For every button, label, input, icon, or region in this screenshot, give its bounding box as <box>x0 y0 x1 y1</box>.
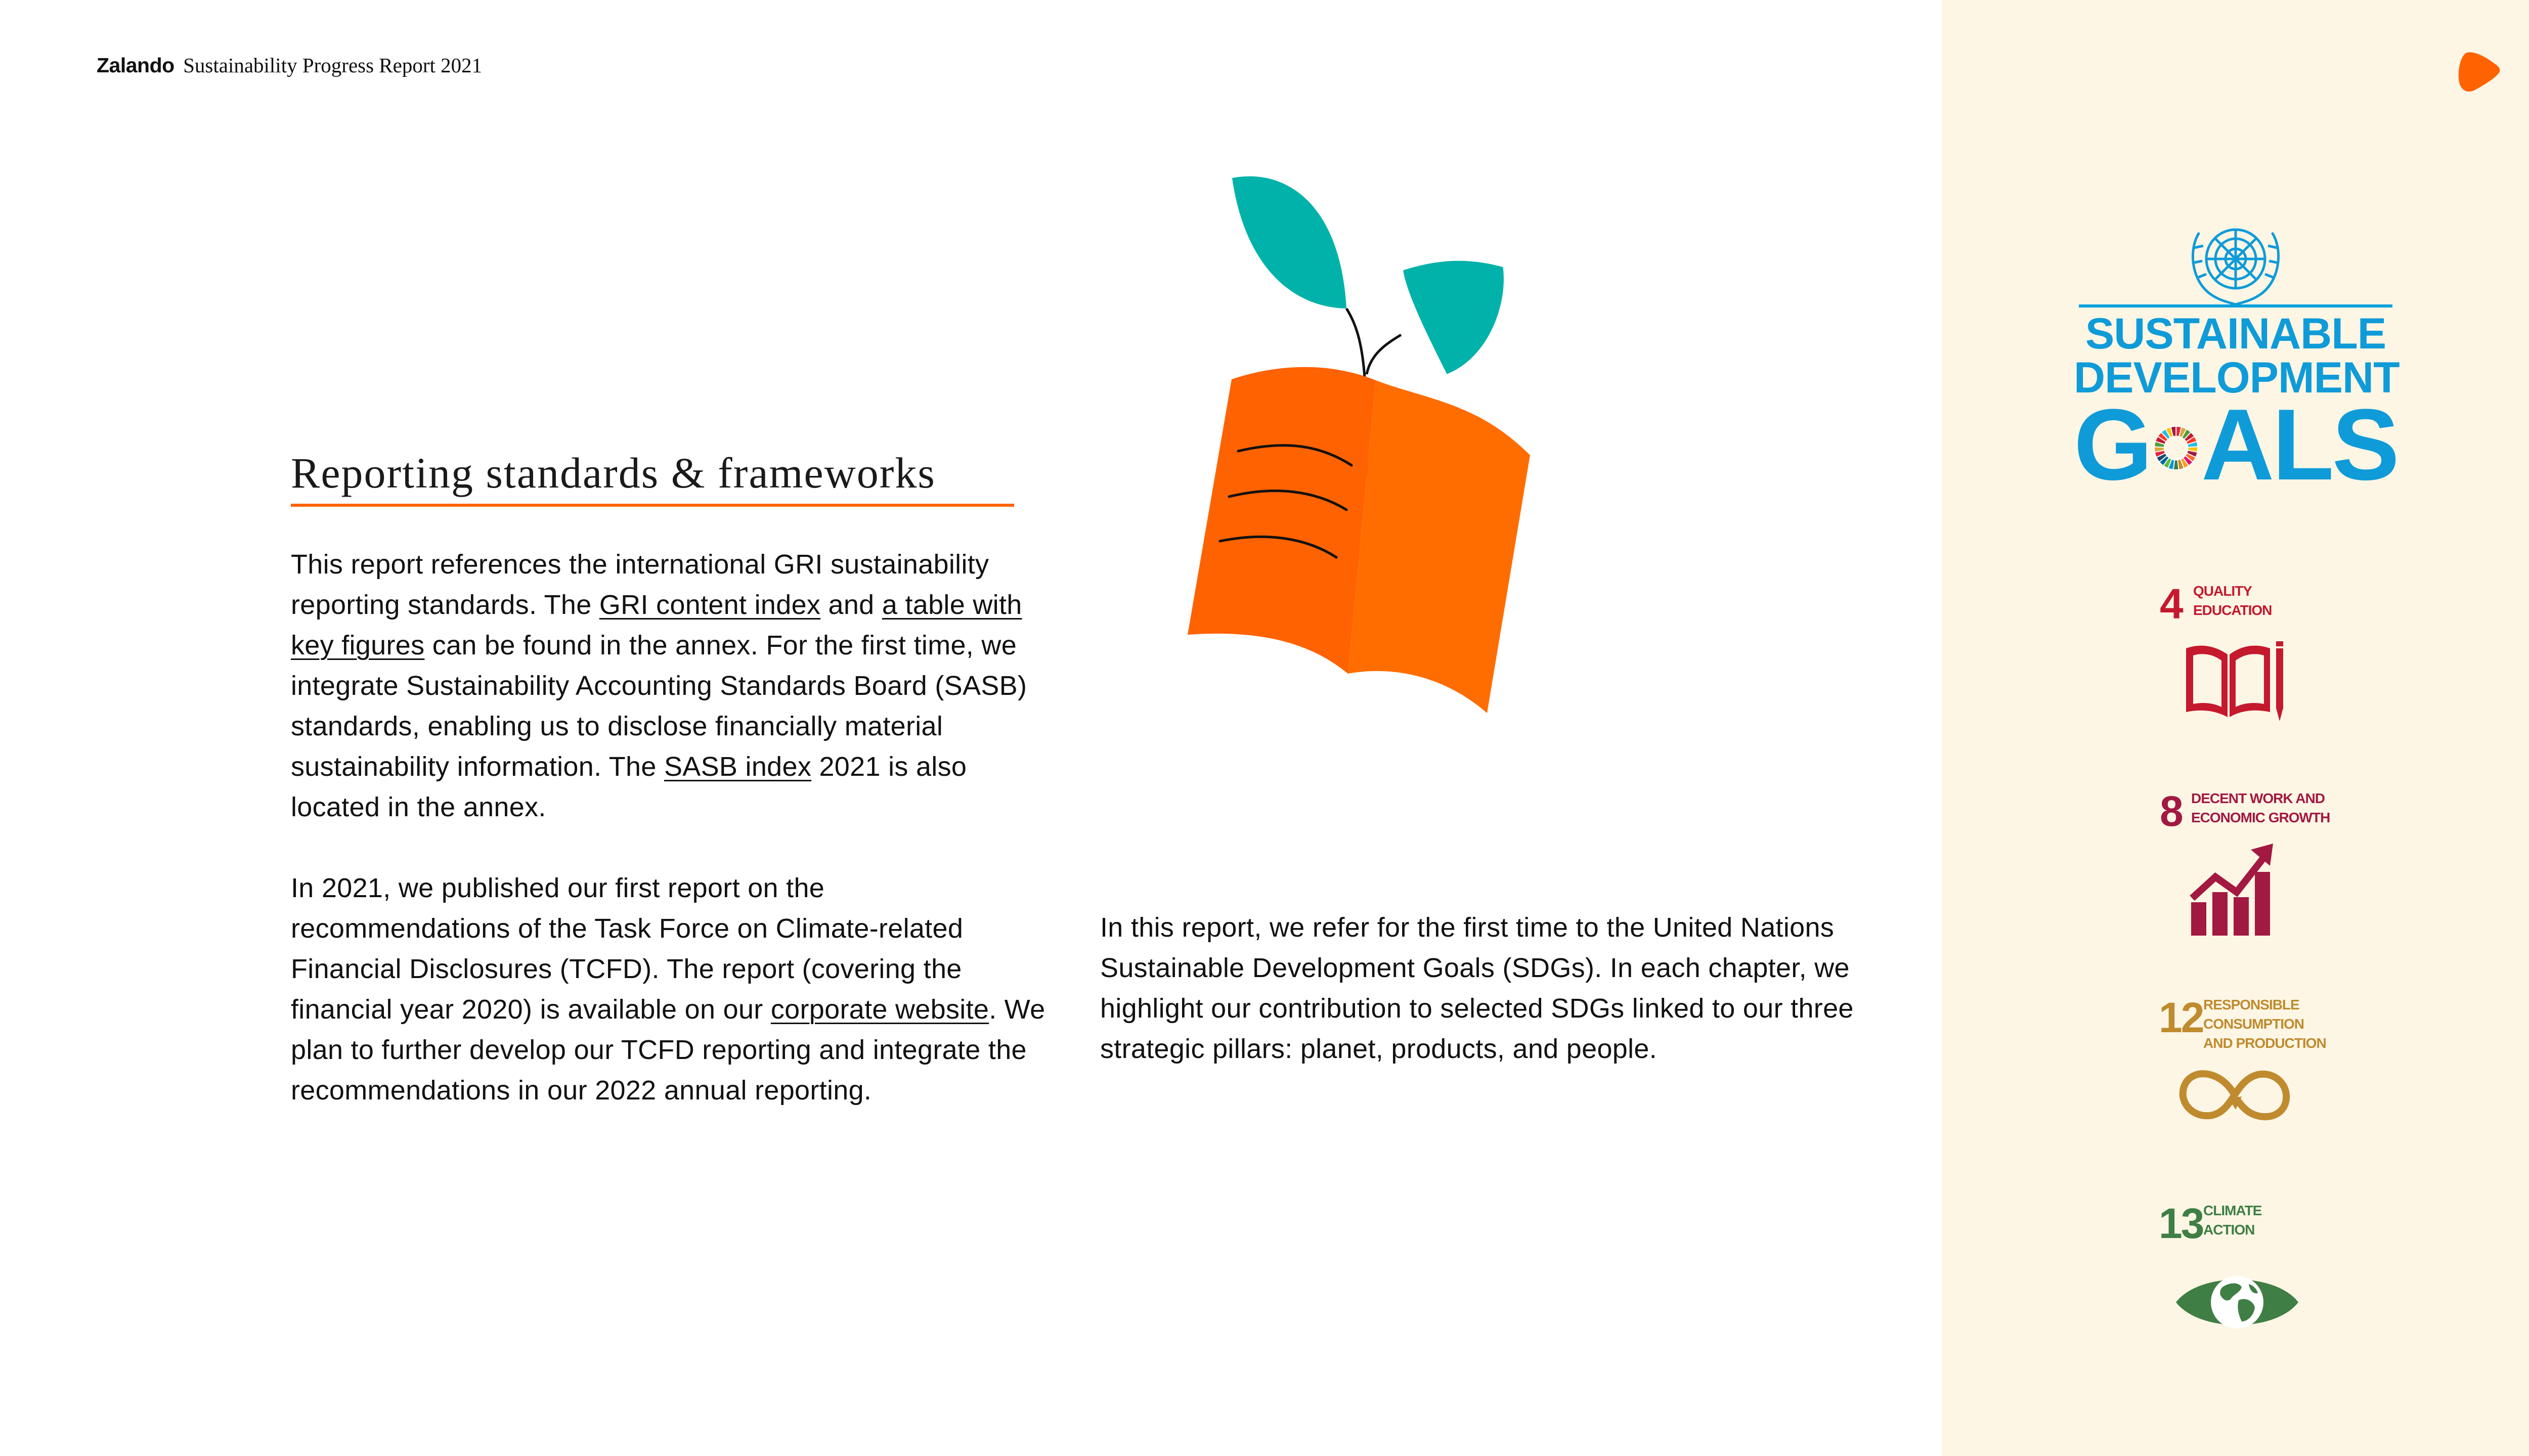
infinity-loop-icon <box>2179 1067 2290 1123</box>
logo-line-sustainable: SUSTAINABLE <box>2085 310 2386 358</box>
title-underline <box>291 504 1014 507</box>
text-span: In 2021, we published our first report on the recommendations of the Task Force on Climate-related Financial Disclosures (TCFD). The report (covering the financial year 2020) is available on our <box>291 873 964 1025</box>
text-span: . We plan to further develop our TCFD reporting and integrate the recommendations in our 2022 annual reporting. <box>291 994 1045 1106</box>
open-book-icon <box>1188 367 1530 713</box>
page-title: Reporting standards & frameworks <box>291 449 936 497</box>
paragraph-sdgs: In this report, we refer for the first time to the United Nations Sustainable Development Goals (SDGs). In each chapter, we highlight our contribution to selected SDGs linked to our three strategic pillars: planet, products, and people. <box>1100 912 1854 1064</box>
sprout-branch <box>1367 335 1401 374</box>
sdg-goal-8 <box>2160 787 2330 936</box>
goal-name <box>2193 582 2272 620</box>
sdg-logo <box>2074 217 2400 501</box>
goal-name-line: RESPONSIBLE <box>2203 997 2299 1012</box>
gri-content-index-link[interactable]: GRI content index <box>599 590 821 620</box>
sdg-color-wheel-icon <box>2153 410 2199 486</box>
book-pencil-icon <box>2186 641 2287 723</box>
goal-name <box>2203 995 2326 1053</box>
goal-name-line: DECENT WORK AND <box>2191 790 2325 806</box>
growth-chart-icon <box>2189 842 2275 936</box>
text-span: and <box>820 590 882 620</box>
report-subtitle: Sustainability Progress Report 2021 <box>183 54 483 77</box>
right-leaf-icon <box>1369 223 1523 382</box>
goal-name-line: CLIMATE <box>2203 1203 2262 1218</box>
goals-letters-right: ALS <box>2201 388 2397 501</box>
body-column-right <box>1100 907 1859 1069</box>
logo-line-goals <box>2074 388 2397 501</box>
globe-eye-icon <box>2174 1267 2300 1338</box>
zalando-logo-icon <box>2456 50 2501 95</box>
goals-letters-left: G <box>2074 388 2151 501</box>
goal-number: 12 <box>2159 994 2203 1041</box>
goal-name-line: QUALITY <box>2193 583 2252 599</box>
goal-name-line: ECONOMIC GROWTH <box>2191 810 2330 825</box>
report-header <box>97 53 482 78</box>
corporate-website-link[interactable]: corporate website <box>770 994 989 1025</box>
goal-name <box>2203 1201 2261 1240</box>
key-figures-table-link[interactable]: a table with key figures <box>291 590 1022 660</box>
goal-name-line: AND PRODUCTION <box>2203 1035 2326 1051</box>
goal-name-line: ACTION <box>2203 1222 2255 1238</box>
logo-rule <box>2079 304 2392 307</box>
text-span: can be found in the annex. For the first time, we integrate Sustainability Accounting Standards Board (SASB) standards, enabling us to disclose financially material sustainability information. The <box>291 630 1027 782</box>
book-sprout-illustration <box>1173 172 1629 718</box>
goal-name-line: EDUCATION <box>2193 602 2272 618</box>
paragraph-tcfd <box>291 868 1050 1111</box>
sdg-goal-13 <box>2159 1201 2326 1338</box>
un-emblem-icon <box>2179 217 2292 312</box>
goal-name-line: CONSUMPTION <box>2203 1016 2304 1032</box>
sasb-index-link[interactable]: SASB index <box>664 752 812 782</box>
brand-name: Zalando <box>97 54 175 77</box>
goal-number: 4 <box>2160 580 2182 628</box>
text-span: This report references the international GRI sustainability reporting standards. The <box>291 549 989 620</box>
goal-number: 13 <box>2159 1200 2203 1247</box>
goal-name <box>2191 789 2330 827</box>
paragraph-gri <box>291 544 1050 827</box>
sdg-goal-4 <box>2160 582 2322 723</box>
left-leaf-icon <box>1232 177 1346 308</box>
goal-number: 8 <box>2160 787 2182 835</box>
logo-line-development: DEVELOPMENT <box>2074 354 2400 402</box>
body-column-left <box>291 544 1050 1111</box>
text-span: 2021 is also located in the annex. <box>291 752 967 822</box>
sdg-goal-12 <box>2159 995 2326 1127</box>
